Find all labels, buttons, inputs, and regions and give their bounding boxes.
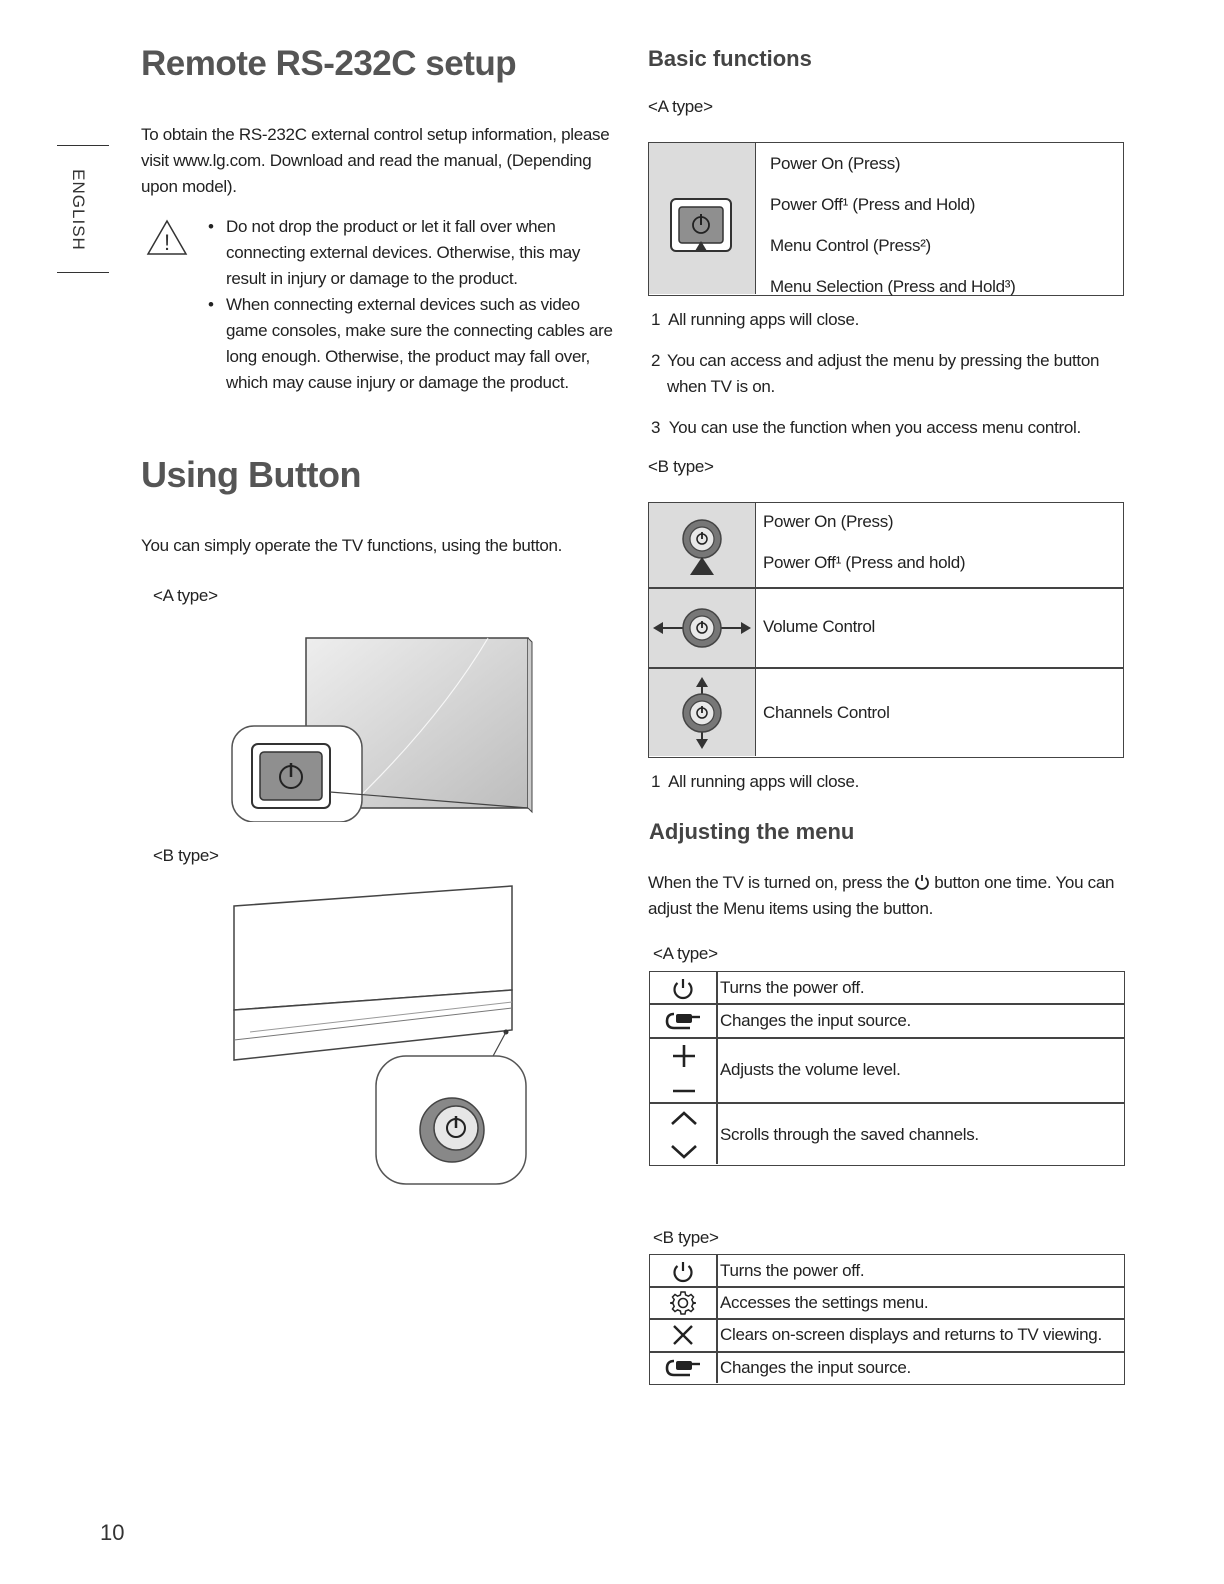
adjust-a-row-text: Adjusts the volume level. (720, 1060, 901, 1079)
power-icon (671, 977, 695, 1001)
left-b-type-label: <B type> (153, 846, 219, 865)
adjust-a-type-label: <A type> (653, 944, 718, 963)
svg-text:!: ! (163, 230, 171, 255)
basic-a-note (651, 348, 1111, 400)
up-down-icon (668, 1108, 700, 1162)
adjust-b-type-table (649, 1254, 1125, 1385)
using-button-title: Using Button (141, 454, 361, 495)
power-joystick-icon (677, 517, 727, 577)
adjust-a-row-text: Changes the input source. (720, 1011, 911, 1030)
b-channels-text: Channels Control (763, 703, 890, 722)
note-text: All running apps will close. (668, 772, 860, 791)
side-tab-bottom-rule (57, 272, 109, 273)
input-icon (664, 1355, 704, 1381)
adjust-b-row-text: Clears on-screen displays and returns to TV viewing. (720, 1325, 1102, 1344)
using-button-text: You can simply operate the TV functions, using the button. (141, 536, 563, 555)
basic-b-type-table (648, 502, 1124, 758)
note-text: You can access and adjust the menu by pressing the button when TV is on. (667, 351, 1100, 396)
left-a-type-label: <A type> (153, 586, 218, 605)
warning-list (208, 214, 613, 396)
tv-b-type-illustration (230, 880, 530, 1190)
adjust-a-row-text: Turns the power off. (720, 978, 865, 997)
note-text: You can use the function when you access menu control. (668, 418, 1081, 437)
basic-a-note (651, 307, 1111, 333)
note-number: 2 (651, 351, 661, 370)
adjust-b-type-label: <B type> (653, 1228, 719, 1247)
b-power-off-text: Power Off¹ (Press and hold) (763, 553, 966, 572)
note-number: 3 (651, 418, 661, 437)
warning-item: • When connecting external devices such as video game consoles, make sure the connecting cables are long enough. Otherwise, the product may fall over, which may cause injury or damage the product. (208, 292, 613, 396)
note-number: 1 (651, 310, 661, 329)
plus-minus-icon (670, 1042, 698, 1100)
adjust-a-type-table (649, 971, 1125, 1166)
basic-a-type-label: <A type> (648, 97, 713, 116)
input-icon (664, 1008, 704, 1034)
language-tab-label: ENGLISH (69, 169, 88, 251)
channels-joystick-icon (677, 675, 727, 751)
basic-a-type-table (648, 142, 1124, 296)
adjust-b-row-text: Accesses the settings menu. (720, 1293, 929, 1312)
adjusting-menu-text (648, 870, 1123, 922)
adjust-b-row-text: Changes the input source. (720, 1358, 911, 1377)
power-button-icon (669, 197, 735, 257)
tv-a-type-illustration (228, 632, 538, 822)
basic-a-function-list (763, 143, 1123, 307)
gear-icon (670, 1290, 696, 1316)
warning-item: • Do not drop the product or let it fall over when connecting external devices. Otherwise, this may result in injury or damage to the product. (208, 214, 613, 292)
adjust-text-part1: When the TV is turned on, press the (648, 873, 910, 892)
adjust-a-row-text: Scrolls through the saved channels. (720, 1125, 979, 1144)
b-volume-text: Volume Control (763, 617, 876, 636)
side-tab-top-rule (57, 145, 109, 146)
basic-b-type-label: <B type> (648, 457, 714, 476)
rs232-title: Remote RS-232C setup (141, 44, 517, 83)
power-icon (914, 874, 930, 890)
power-icon (671, 1260, 695, 1284)
warning-icon (146, 218, 188, 256)
basic-a-note (651, 415, 1111, 441)
volume-joystick-icon (651, 603, 753, 653)
adjust-b-row-text: Turns the power off. (720, 1261, 865, 1280)
b-power-on-text: Power On (Press) (763, 512, 894, 531)
adjust-text-part2: button one time. You can adjust the Menu items using the button. (648, 873, 1115, 918)
basic-a-function: Menu Selection (Press and Hold³) (770, 277, 1016, 296)
basic-a-function: Power Off¹ (Press and Hold) (770, 195, 976, 214)
basic-a-icon-cell (649, 143, 756, 294)
basic-a-function: Menu Control (Press²) (770, 236, 931, 255)
rs232-text: To obtain the RS-232C external control setup information, please visit www.lg.com. Download and read the manual, (Depending upon model). (141, 125, 610, 196)
close-icon (672, 1324, 694, 1346)
note-text: All running apps will close. (668, 310, 860, 329)
note-number: 1 (651, 772, 661, 791)
basic-b-note (651, 769, 859, 795)
basic-a-function: Power On (Press) (770, 154, 901, 173)
language-tab (58, 150, 98, 270)
adjusting-menu-title: Adjusting the menu (649, 819, 855, 844)
basic-functions-title: Basic functions (648, 46, 812, 71)
page-number: 10 (100, 1520, 125, 1545)
